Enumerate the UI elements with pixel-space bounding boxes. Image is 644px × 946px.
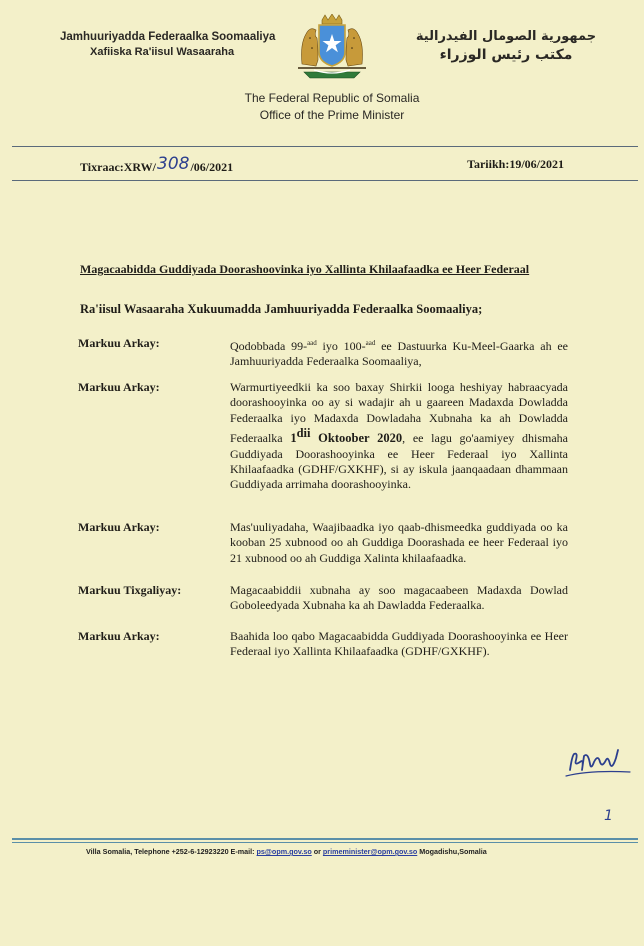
- clause-text: [230, 336, 568, 370]
- clause-bold-part: 1: [290, 431, 297, 446]
- footer-divider: [12, 838, 638, 840]
- footer-contact: [86, 847, 487, 856]
- header-somali-line2: Xafiiska Ra'iisul Wasaaraha: [90, 46, 235, 58]
- footer-text: Mogadishu,Somalia: [417, 847, 487, 856]
- header-arabic-line2: مكتب رئيس الوزراء: [439, 47, 573, 63]
- document-date: Tariikh:19/06/2021: [467, 157, 564, 171]
- clause-superscript: dii: [296, 426, 311, 441]
- reference-suffix: /06/2021: [190, 159, 234, 174]
- footer-text: Villa Somalia, Telephone +252-6-12923220 E-mail:: [86, 847, 257, 856]
- document-subject: Magacaabidda Guddiyada Doorashoovinka iyo Xallinta Khilaafaadka ee Heer Federaal: [80, 262, 530, 276]
- clause-label: Markuu Arkay:: [78, 380, 160, 394]
- clause-text: Mas'uuliyadaha, Waajibaadka iyo qaab-dhismeedka guddiyada oo ka kooban 25 xubnood oo ah Guddiga Doorashada ee heer Federaal iyo 21 xubnood oo ah Guddiga Xalinta khilaafaadka.: [230, 520, 568, 565]
- clause-text: Baahida loo qabo Magacaabidda Guddiyada Doorashooyinka ee Heer Federaal iyo Xallinta Khilaafaadka (GDHF/GXKHF).: [230, 629, 568, 659]
- clause-label: Markuu Tixgaliyay:: [78, 583, 182, 597]
- clause-superscript: aad: [365, 339, 376, 347]
- header-somali-line1: Jamhuuriyadda Federaalka Soomaaliya: [60, 31, 276, 43]
- reference-handwritten-number: 308: [157, 154, 190, 174]
- clause-text: Magacaabiddii xubnaha ay soo magacaabeen Madaxda Dowlad Goboleedyada Xubnaha ka ah Dawladda Federaalka.: [230, 583, 568, 613]
- footer-email-link[interactable]: primeminister@opm.gov.so: [322, 847, 418, 856]
- clause-text-part: ee Dastuurka Ku-Meel-Gaarka ah ee Jamhuuriyadda Federaalka Soomaaliya,: [230, 339, 568, 369]
- header-english-line1: The Federal Republic of Somalia: [244, 91, 420, 105]
- header-divider: [12, 146, 638, 147]
- reference-number: [80, 154, 234, 177]
- clause-superscript: aad: [307, 339, 317, 347]
- clause-bold-part: Oktoober 2020: [318, 431, 403, 446]
- clause-text: [230, 380, 568, 493]
- page-number: 1: [604, 808, 613, 824]
- header-english-line2: Office of the Prime Minister: [259, 108, 405, 122]
- footer-email-link[interactable]: ps@opm.gov.so: [256, 847, 312, 856]
- handwritten-signature-icon: [560, 736, 644, 786]
- footer-text: or: [311, 847, 323, 856]
- clause-text-part: , ee lagu go'aamiyey dhismaha Guddiyada Doorashooyinka ee Heer Federaal iyo Xallinta Khilaafaadka (GDHF/GXKHF), si ay iskula jaanqaadaan dhammaan Guddiyada arrimaha doorashooyinka.: [230, 431, 568, 492]
- header-somali: [60, 30, 300, 60]
- header-english: [182, 90, 482, 124]
- clause-label: Markuu Arkay:: [78, 629, 160, 643]
- somalia-coat-of-arms-icon: [292, 14, 372, 80]
- header-arabic-line1: جمهورية الصومال الفيدرالية: [415, 29, 597, 44]
- document-address: Ra'iisul Wasaaraha Xukuumadda Jamhuuriyadda Federaalka Soomaaliya;: [80, 302, 483, 316]
- clause-label: Markuu Arkay:: [78, 336, 160, 350]
- header-arabic: [396, 28, 616, 64]
- clause-label: Markuu Arkay:: [78, 520, 160, 534]
- footer-divider-thin: [12, 842, 638, 843]
- clause-text-part: Warmurtiyeedkii ka soo baxay Shirkii looga heshiyay habraacyada doorashooyinka oo ay si wadajir ah u gaareen Madaxda Dowladda Federaalka iyo Madaxda Dowladaha Xubnaha ka ah Dowladda Federaalka: [230, 380, 568, 446]
- clause-text-part: iyo 100-: [316, 339, 366, 353]
- reference-prefix: Tixraac:XRW/: [80, 159, 157, 174]
- reference-divider: [12, 180, 638, 181]
- clause-text-part: Qodobbada 99-: [230, 339, 308, 353]
